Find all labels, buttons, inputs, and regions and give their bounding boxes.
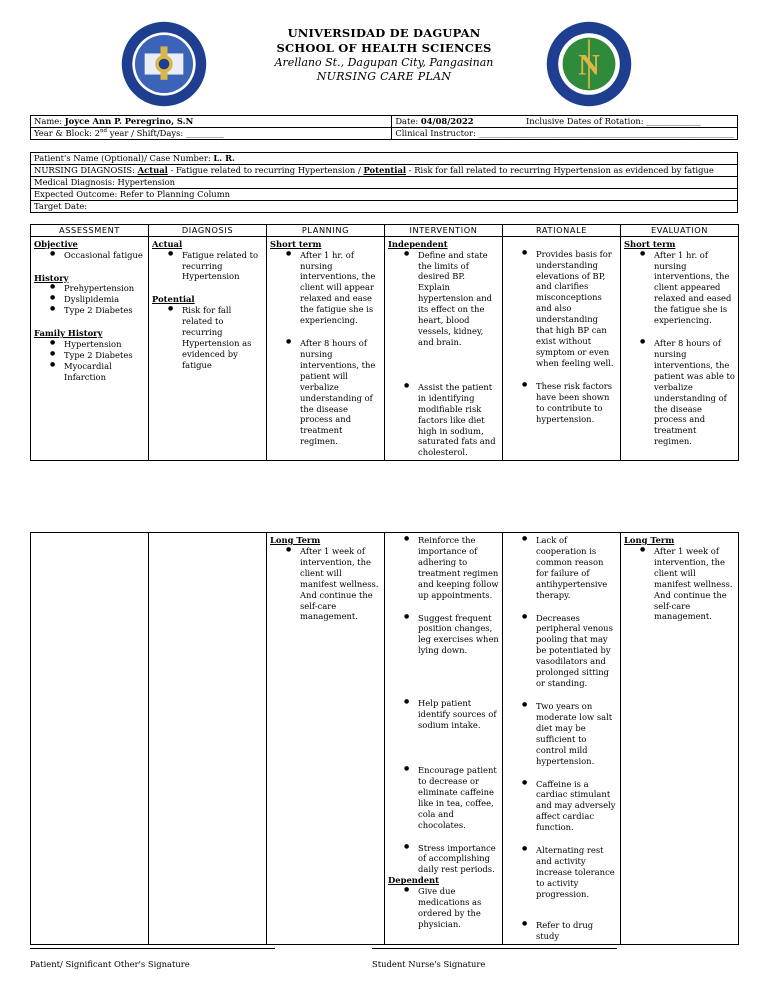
column-header-planning: PLANNING xyxy=(267,225,385,237)
clinical-instructor-cell: Clinical Instructor: _____________________________________________________________ xyxy=(392,128,738,140)
column-header-rationale: RATIONALE xyxy=(503,225,621,237)
patient-case-number: L. R. xyxy=(213,153,235,164)
document-title: NURSING CARE PLAN xyxy=(316,70,452,84)
diagnosis-cell-empty xyxy=(149,533,267,945)
date-cell: Date: 04/08/2022 Inclusive Dates of Rotation: _____________ xyxy=(392,116,738,128)
patient-signature-label: Patient/ Significant Other's Signature xyxy=(30,959,190,969)
school-name: SCHOOL OF HEALTH SCIENCES xyxy=(276,40,492,55)
student-name-cell: Name: Joyce Ann P. Peregrino, S.N xyxy=(31,116,392,128)
list-item: ● Decreases peripheral venous pooling that may be potentiated by vasodilators and prolonged sitting or standing. xyxy=(506,613,617,689)
column-header-diagnosis: DIAGNOSIS xyxy=(149,225,267,237)
list-item: ● After 8 hours of nursing interventions, the patient will verbalize understanding of the disease process and treatment regimen. xyxy=(270,338,381,447)
signature-line xyxy=(372,948,617,956)
list-item: ● Alternating rest and activity increase tolerance to activity progression. xyxy=(506,845,617,900)
patient-signature-block xyxy=(30,948,275,970)
nurse-signature-label: Student Nurse's Signature xyxy=(372,959,486,969)
universidad-seal-logo xyxy=(120,20,208,108)
university-name: UNIVERSIDAD DE DAGUPAN xyxy=(287,26,481,40)
list-item: ● Risk for fall related to recurring Hypertension as evidenced by fatigue xyxy=(152,305,263,371)
intervention-cell: Independent ● Define and state the limits of desired BP. Explain hypertension and its effect on the heart, blood vessels, kidney, and brain. ● Assist the patient in identifying modifiable risk factors like diet high in sodium, saturated fats and cholesterol. xyxy=(385,236,503,461)
colegio-seal-logo xyxy=(545,20,633,108)
list-item: ● Fatigue related to recurring Hypertension xyxy=(152,250,263,283)
patient-info-table xyxy=(30,152,738,213)
list-item: ● Type 2 Diabetes xyxy=(34,305,145,316)
list-item: ● Prehypertension xyxy=(34,283,145,294)
care-plan-table-1 xyxy=(30,224,739,461)
clinical-instructor-blank: _____________________________________________________________ xyxy=(478,128,734,139)
intervention-cell-2: ● Reinforce the importance of adhering to treatment regimen and keeping follow up appointments. ● Suggest frequent position changes, leg exercises when lying down. ● Help patient identify sources of sodium intake. ● Encourage patient to decrease or eliminate caffeine like in tea, coffee, cola and chocolates. ● Stress importance of accomplishing daily rest periods. Dependent ● Give due medications as ordered by the physician. xyxy=(385,533,503,945)
list-item: ● Suggest frequent position changes, leg exercises when lying down. xyxy=(388,613,499,657)
nurse-signature-block xyxy=(372,948,617,970)
patient-name-row: Patient's Name (Optional)/ Case Number: L. R. xyxy=(31,153,738,165)
rationale-cell-2 xyxy=(503,533,621,945)
rotation-dates-blank: _____________ xyxy=(646,116,701,127)
list-item: ● Dyslipidemia xyxy=(34,294,145,305)
list-item: ● After 1 week of intervention, the client will manifest wellness. And continue the self-care management. xyxy=(624,546,735,622)
column-header-evaluation: EVALUATION xyxy=(621,225,739,237)
list-item: ● After 8 hours of nursing interventions, the patient was able to verbalize understanding of the disease process and treatment regimen. xyxy=(624,338,735,447)
date-value: 04/08/2022 xyxy=(420,116,474,127)
header-title-block xyxy=(230,26,538,84)
svg-text:N: N xyxy=(578,48,600,82)
student-info-table xyxy=(30,115,738,140)
planning-long-term-cell: Long Term ● After 1 week of intervention, the client will manifest wellness. And continue the self-care management. xyxy=(267,533,385,945)
list-item: ● Define and state the limits of desired BP. Explain hypertension and its effect on the heart, blood vessels, kidney, and brain. xyxy=(388,250,499,348)
list-item: ● Two years on moderate low salt diet may be sufficient to control mild hypertension. xyxy=(506,701,617,767)
list-item: ● These risk factors have been shown to contribute to hypertension. xyxy=(506,381,617,425)
list-item: ● Myocardial Infarction xyxy=(34,361,145,383)
medical-diagnosis-row: Medical Diagnosis: Hypertension xyxy=(31,177,738,189)
list-item: ● Caffeine is a cardiac stimulant and may adversely affect cardiac function. xyxy=(506,779,617,834)
year-block-cell: Year & Block: 2nd year / Shift/Days: _________ xyxy=(31,128,392,140)
planning-cell: Short term ● After 1 hr. of nursing interventions, the client will appear relaxed and ease the fatigue she is experiencing. ● After 8 hours of nursing interventions, the patient will verbalize understanding of the disease process and treatment regimen. xyxy=(267,236,385,461)
list-item: ● Assist the patient in identifying modifiable risk factors like diet high in sodium, saturated fats and cholesterol. xyxy=(388,382,499,458)
column-header-assessment: ASSESSMENT xyxy=(31,225,149,237)
list-item: ● Reinforce the importance of adhering to treatment regimen and keeping follow up appointments. xyxy=(388,535,499,601)
list-item: ● Stress importance of accomplishing daily rest periods. xyxy=(388,843,499,876)
list-item: ● Occasional fatigue xyxy=(34,250,145,261)
nursing-diagnosis-row: NURSING DIAGNOSIS: Actual - Fatigue related to recurring Hypertension / Potential - Risk for fall related to recurring Hypertension as evidenced by fatigue xyxy=(31,165,738,177)
evaluation-long-term-cell: Long Term ● After 1 week of intervention, the client will manifest wellness. And continue the self-care management. xyxy=(621,533,739,945)
list-item: ● Lack of cooperation is common reason for failure of antihypertensive therapy. xyxy=(506,535,617,601)
list-item: ● After 1 hr. of nursing interventions, the client will appear relaxed and ease the fatigue she is experiencing. xyxy=(270,250,381,326)
assessment-cell: Objective ● Occasional fatigue History ● Prehypertension ● Dyslipidemia ● Type 2 Diabetes Family History ● Hypertension ● Type 2 Diabetes ● Myocardial Infarction xyxy=(31,236,149,461)
list-item: ● After 1 hr. of nursing interventions, the client appeared relaxed and eased the fatigue she is experiencing. xyxy=(624,250,735,326)
diagnosis-cell: Actual ● Fatigue related to recurring Hypertension Potential ● Risk for fall related to recurring Hypertension as evidenced by fatigue xyxy=(149,236,267,461)
list-item: ● Hypertension xyxy=(34,339,145,350)
list-item: ● Refer to drug study xyxy=(506,920,617,942)
list-item: ● After 1 week of intervention, the client will manifest wellness. And continue the self-care management. xyxy=(270,546,381,622)
evaluation-cell: Short term ● After 1 hr. of nursing interventions, the client appeared relaxed and eased the fatigue she is experiencing. ● After 8 hours of nursing interventions, the patient was able to verbalize understanding of the disease process and treatment regimen. xyxy=(621,236,739,461)
column-header-intervention: INTERVENTION xyxy=(385,225,503,237)
signature-line xyxy=(30,948,275,956)
list-item: ● Give due medications as ordered by the physician. xyxy=(388,886,499,930)
list-item: ● Type 2 Diabetes xyxy=(34,350,145,361)
document-header xyxy=(0,18,768,110)
list-item: ● Provides basis for understanding elevations of BP, and clarifies misconceptions and also understanding that high BP can exist without symptom or even when feeling well. xyxy=(506,249,617,369)
assessment-cell-empty xyxy=(31,533,149,945)
care-plan-table-2 xyxy=(30,532,739,945)
shift-days-blank: _________ xyxy=(185,128,224,139)
school-address: Arellano St., Dagupan City, Pangasinan xyxy=(274,55,494,69)
target-date-row: Target Date: xyxy=(31,201,738,213)
student-name: Joyce Ann P. Peregrino, S.N xyxy=(64,116,194,127)
rationale-cell xyxy=(503,236,621,461)
expected-outcome-row: Expected Outcome: Refer to Planning Column xyxy=(31,189,738,201)
list-item: ● Help patient identify sources of sodium intake. xyxy=(388,698,499,731)
list-item: ● Encourage patient to decrease or eliminate caffeine like in tea, coffee, cola and chocolates. xyxy=(388,765,499,831)
